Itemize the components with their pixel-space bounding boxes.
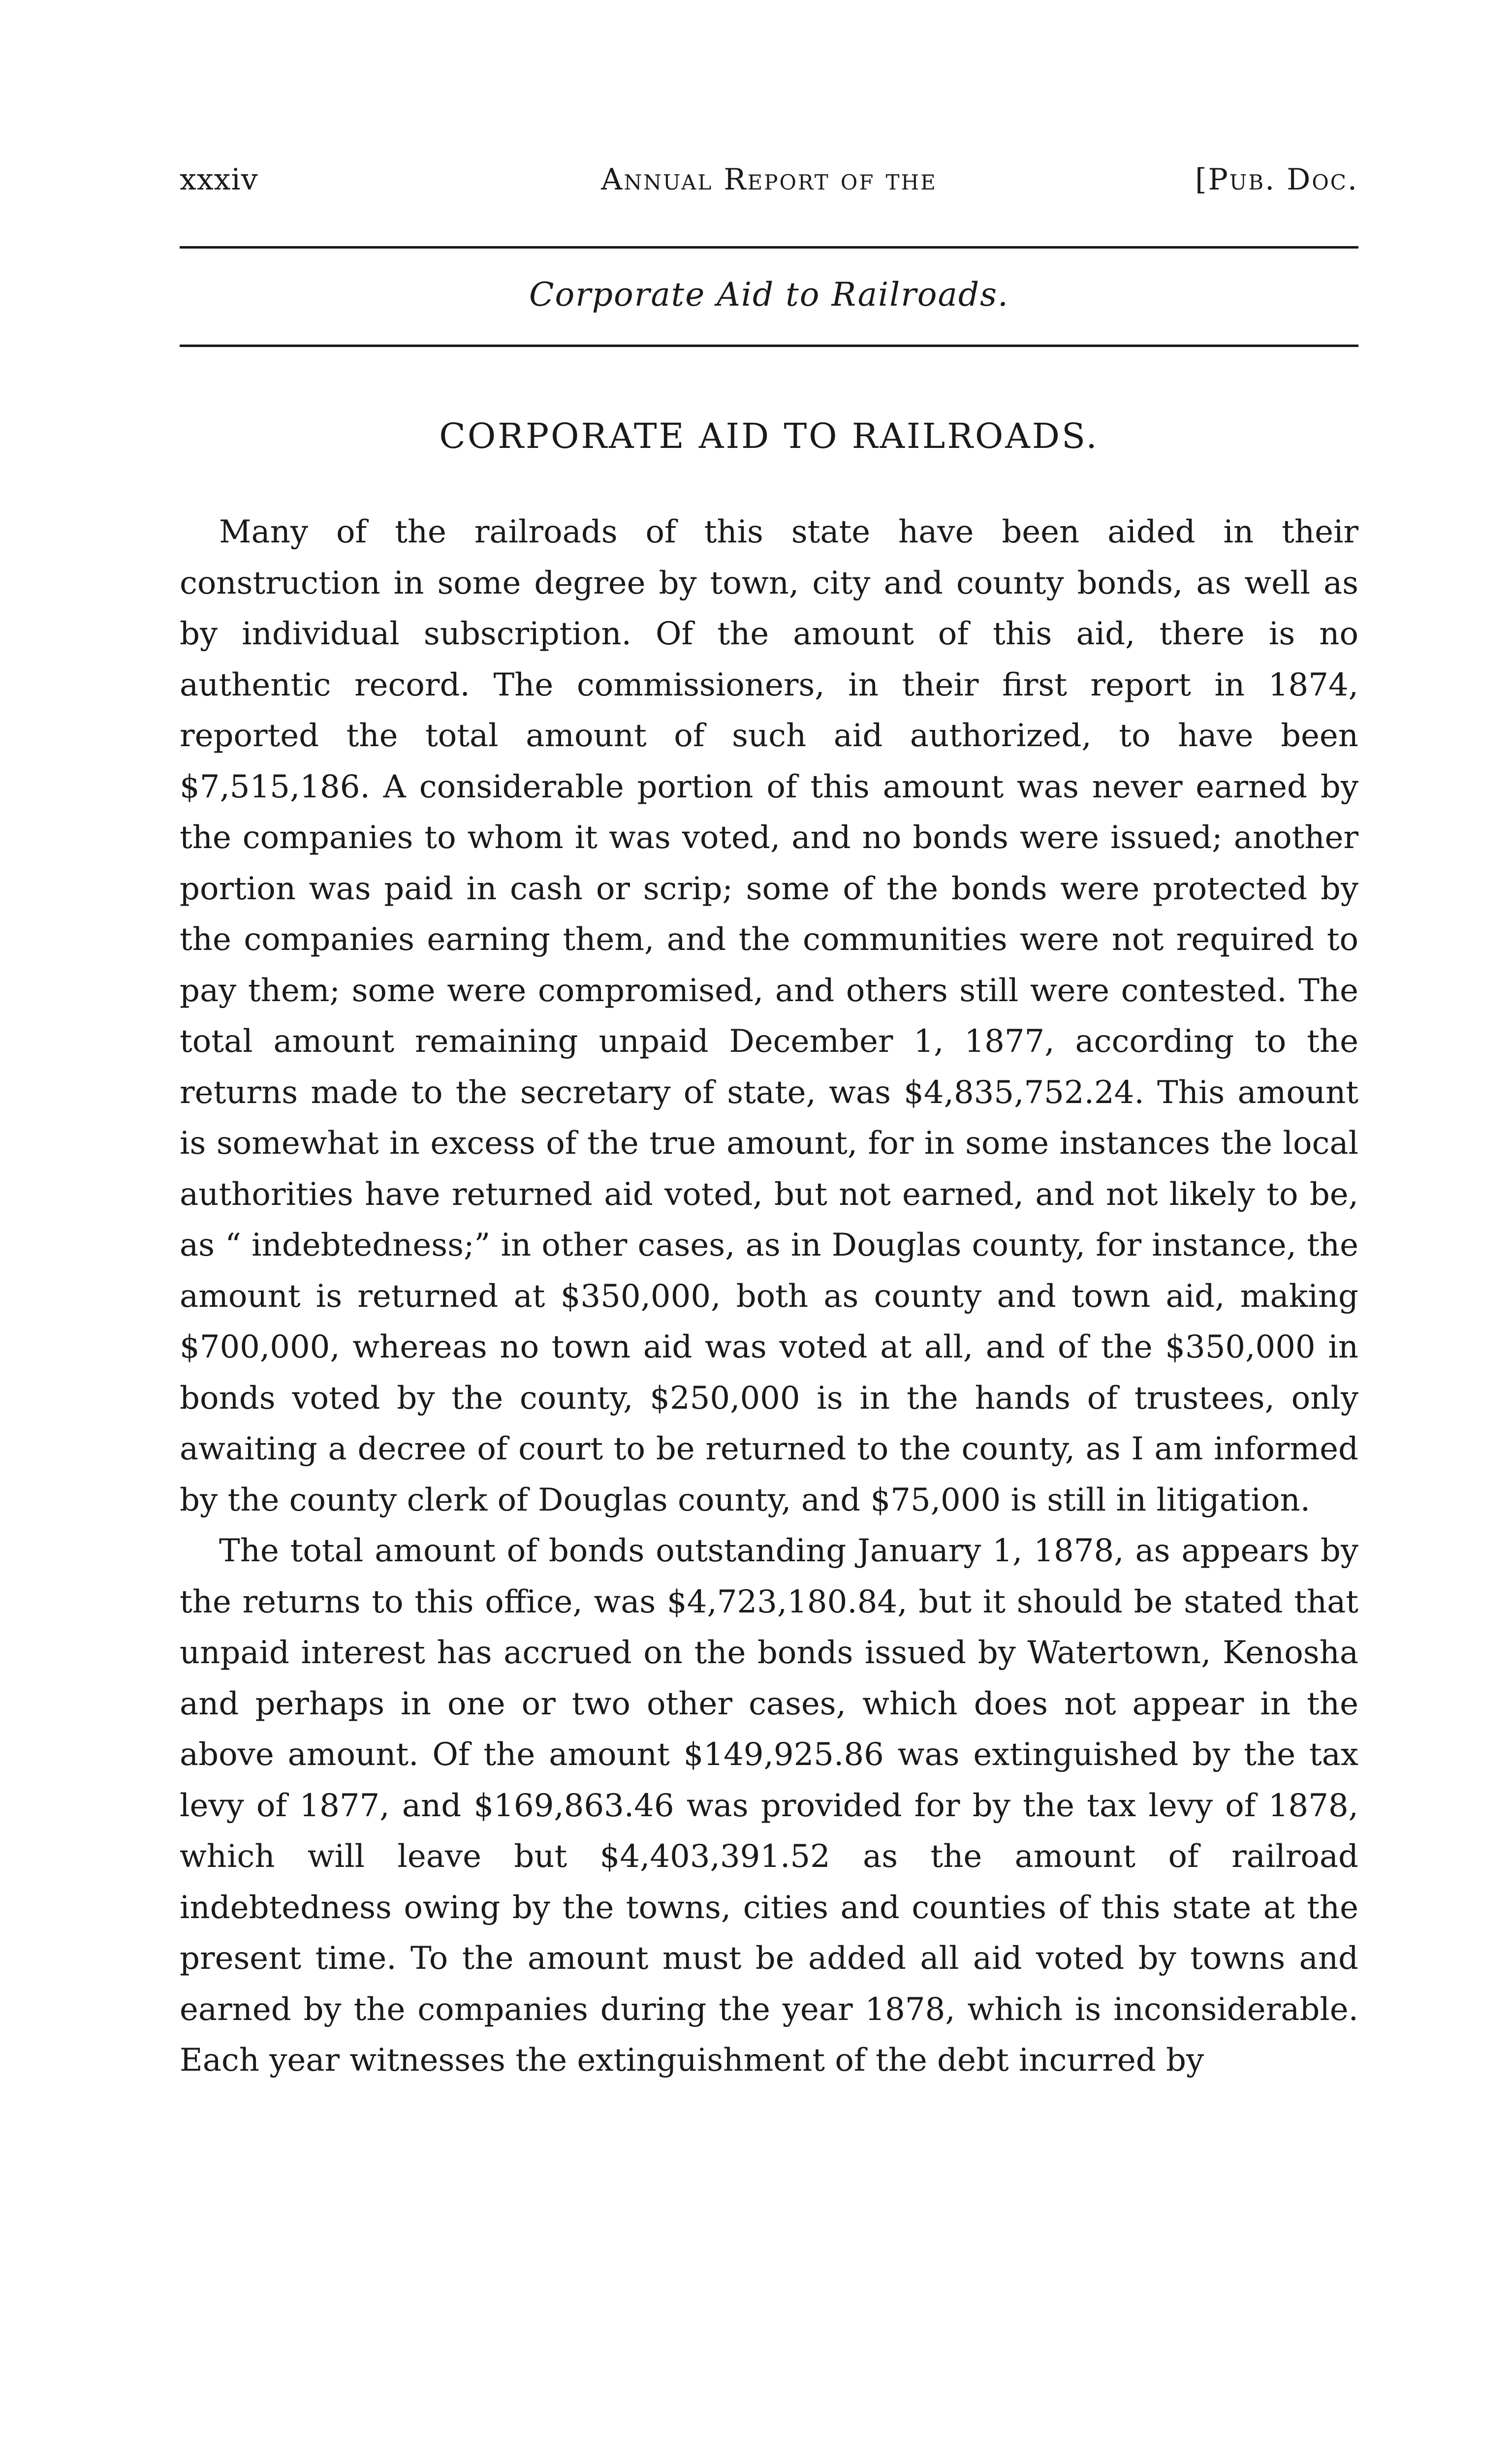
running-header (180, 162, 1358, 207)
page-title: CORPORATE AID TO RAILROADS. (439, 416, 1099, 456)
paragraph-2: The total amount of bonds outstanding January 1, 1878, as appears by the returns to this office, was $4,723,180.84, but it should be stated that unpaid interest has accrued on the bonds issued by Watertown, Kenosha and perhaps in one or two other cases, which does not appear in the above amount. Of the amount $149,925.86 was extinguished by the tax levy of 1877, and $169,863.46 was provided for by the tax levy of 1878, which will leave but $4,403,391.52 as the amount of railroad indebtedness owing by the towns, cities and counties of this state at the present time. To the amount must be added all aid voted by towns and earned by the companies during the year 1878, which is inconsiderable. Each year witnesses the extinguishment of the debt incurred by (180, 1533, 1358, 2079)
header-rule-top (180, 246, 1358, 249)
running-title: Annual Report of the (601, 162, 937, 197)
header-rule-bottom (180, 345, 1358, 347)
document-type: [Pub. Doc. (1195, 162, 1358, 197)
section-heading: Corporate Aid to Railroads. (529, 276, 1009, 314)
body-text (180, 507, 1358, 2086)
paragraph-1: Many of the railroads of this state have been aided in their construction in some degree by town, city and county bonds, as well as by individual subscription. Of the amount of this aid, there is no authentic record. The commissioners, in their first report in 1874, reported the total amount of such aid authorized, to have been $7,515,186. A considerable portion of this amount was never earned by the companies to whom it was voted, and no bonds were issued; another portion was paid in cash or scrip; some of the bonds were protected by the companies earning them, and the communities were not required to pay them; some were compromised, and others still were contested. The total amount remaining unpaid December 1, 1877, according to the returns made to the secretary of state, was $4,835,752.24. This amount is somewhat in excess of the true amount, for in some instances the local authorities have returned aid voted, but not earned, and not likely to be, as “ indebtedness;” in other cases, as in Douglas county, for instance, the amount is returned at $350,000, both as county and town aid, making $700,000, whereas no town aid was voted at all, and of the $350,000 in bonds voted by the county, $250,000 is in the hands of trustees, only awaiting a decree of court to be returned to the county, as I am informed by the county clerk of Douglas county, and $75,000 is still in litigation. (180, 514, 1358, 1518)
page-number: xxxiv (180, 162, 258, 197)
